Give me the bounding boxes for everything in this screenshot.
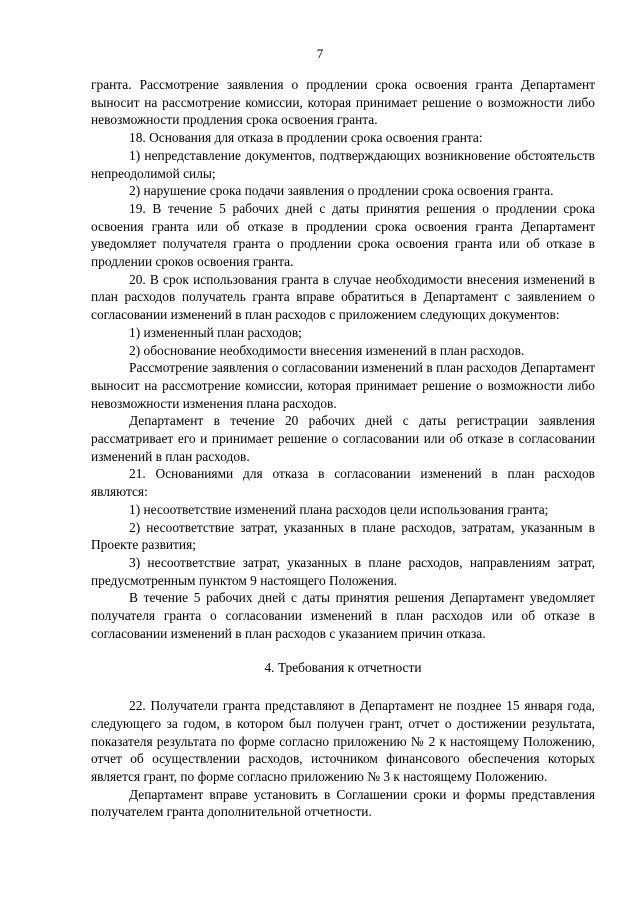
paragraph-item-18-1: 1) непредставление документов, подтверждающих возникновение обстоятельств непреодолимой силы; — [91, 147, 595, 181]
paragraph-item-20-1: 1) измененный план расходов; — [129, 324, 302, 340]
paragraph-decision: Департамент в течение 20 рабочих дней с даты регистрации заявления рассматривает его и принимает решение о согласовании или об отказе в согласовании изменений в план расходов. — [91, 413, 595, 464]
paragraph-item-19: 19. В течение 5 рабочих дней с даты принятия решения о продлении срока освоения гранта или об отказе в продлении срока освоения гранта Департамент уведомляет получателя гранта о продлении срока освоения гранта или об отказе в продлении сроков освоения гранта. — [91, 200, 595, 270]
paragraph-item-18-2: 2) нарушение срока подачи заявления о продлении срока освоения гранта. — [129, 183, 554, 199]
paragraph-item-20: 20. В срок использования гранта в случае необходимости внесения изменений в план расходов получатель гранта вправе обратиться в Департамент с заявлением о согласовании изменений в план расходов с приложением следующих документов: — [91, 271, 595, 323]
paragraph-review: Рассмотрение заявления о согласовании изменений в план расходов Департамент выносит на рассмотрение комиссии, которая принимает решение о возможности либо невозможности изменения плана расходов. — [91, 360, 595, 411]
paragraph-item-20-2: 2) обоснование необходимости внесения изменений в план расходов. — [129, 342, 525, 358]
paragraph-item-21-2: 2) несоответствие затрат, указанных в плане расходов, затратам, указанным в Проекте развития; — [91, 519, 595, 553]
section-heading: 4. Требования к отчетности — [264, 659, 422, 675]
paragraph-item-21-1: 1) несоответствие изменений плана расходов цели использования гранта; — [129, 501, 549, 517]
paragraph-item-21-3: 3) несоответствие затрат, указанных в плане расходов, направлениям затрат, предусмотренным пунктом 9 настоящего Положения. — [91, 554, 595, 588]
page-number: 7 — [316, 46, 324, 61]
paragraph-item-21: 21. Основаниями для отказа в согласовании изменений в план расходов являются: — [91, 466, 595, 500]
paragraph-item-18: 18. Основания для отказа в продлении срока освоения гранта: — [129, 130, 483, 146]
paragraph-item-22: 22. Получатели гранта представляют в Департамент не позднее 15 января года, следующего за годом, в котором был получен грант, отчет о достижении результата, показателя результата по форме согласно приложению № 2 к настоящему Положению, отчет об осуществлении расходов, источником финансового обеспечения которых является грант, по форме согласно приложению № 3 к настоящему Положению. — [91, 698, 595, 785]
paragraph-continuation: гранта. Рассмотрение заявления о продлении срока освоения гранта Департамент выносит на рассмотрение комиссии, которая принимает решение о возможности либо невозможности продления срока освоения гранта. — [91, 77, 595, 128]
paragraph-notification: В течение 5 рабочих дней с даты принятия решения Департамент уведомляет получателя гранта о согласовании изменений в план расходов или об отказе в согласовании изменений в план расходов с указанием причин отказа. — [91, 590, 595, 641]
paragraph-additional-reporting: Департамент вправе установить в Соглашении сроки и формы представления получателем гранта дополнительной отчетности. — [91, 786, 595, 820]
document-body — [91, 76, 595, 821]
